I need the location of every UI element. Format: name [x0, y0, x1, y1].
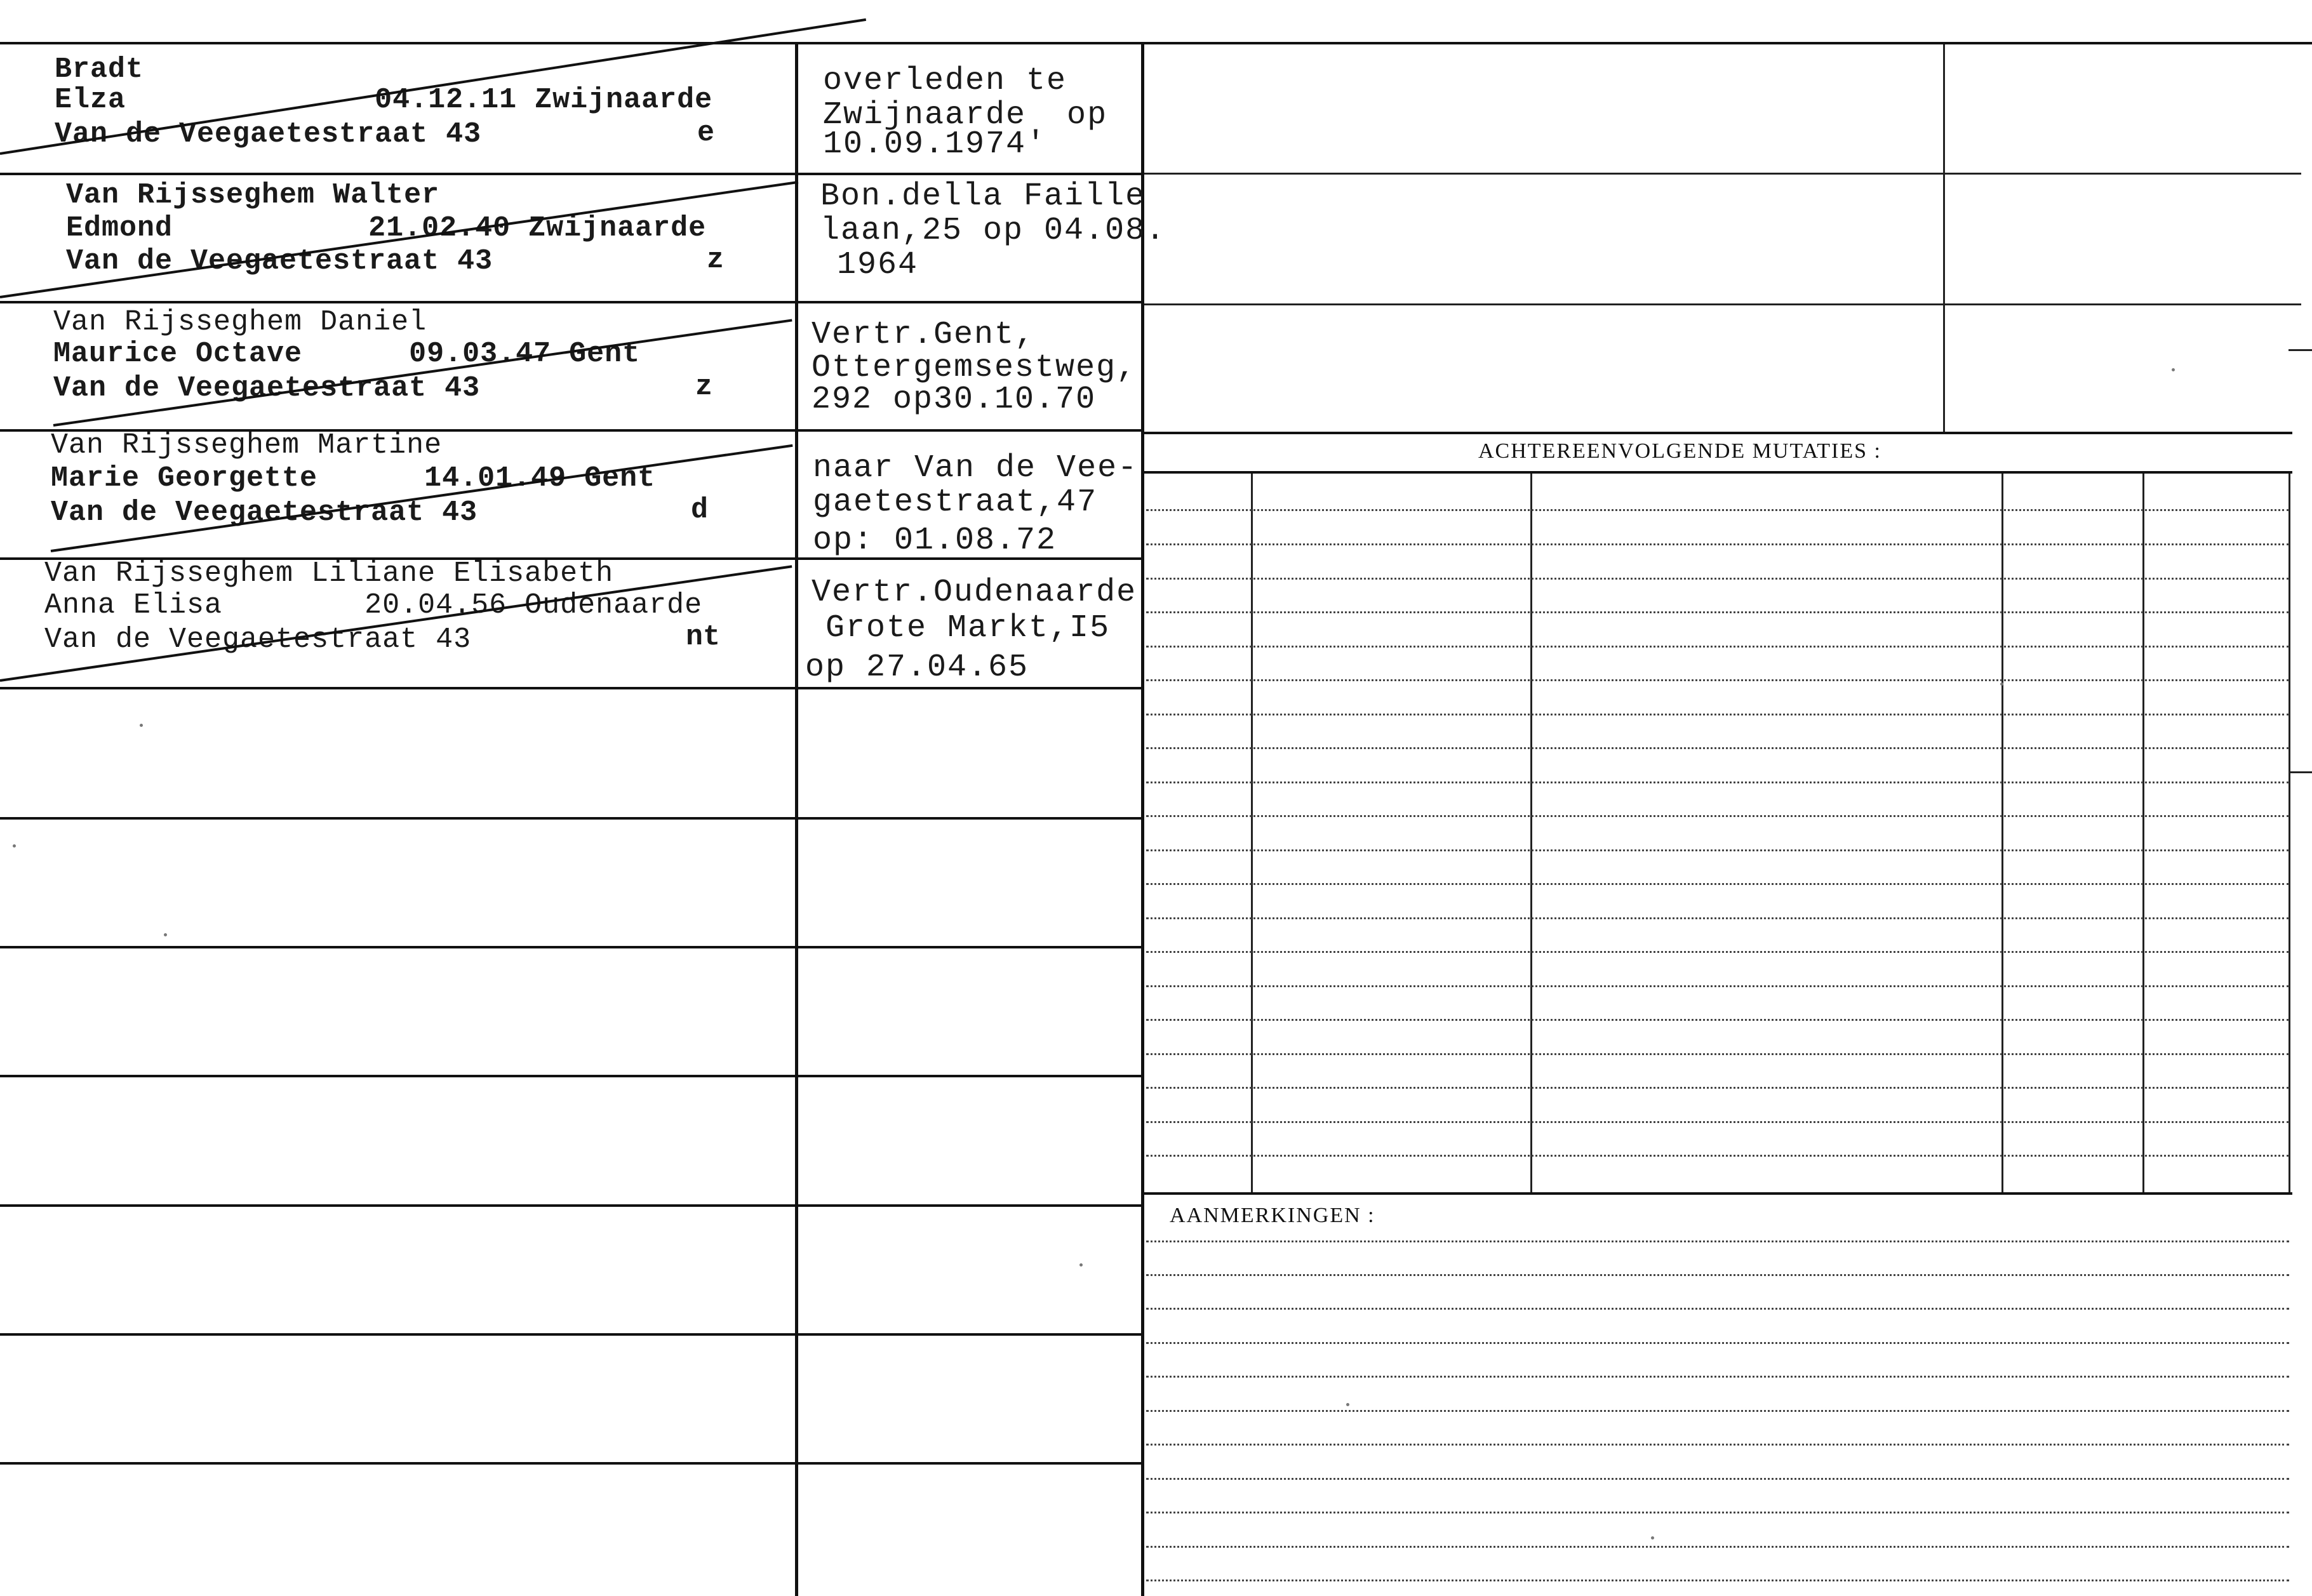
row-line	[1144, 303, 2301, 305]
row-line	[0, 946, 795, 948]
remarks-row	[1146, 1478, 2289, 1480]
mutations-row	[1146, 951, 2289, 953]
row-line	[798, 687, 1141, 689]
entry-remark-line: laan,25 op 04.08.	[820, 213, 1166, 249]
row-line	[0, 1075, 795, 1077]
entry-remark-line: op: 01.08.72	[813, 522, 1057, 559]
row-line	[798, 1333, 1141, 1336]
entry-name: Van Rijsseghem Liliane Elisabeth	[44, 557, 614, 590]
row-line	[0, 1204, 795, 1207]
row-line	[798, 817, 1141, 820]
entry-name: Van Rijsseghem Daniel	[53, 306, 427, 338]
entry-name: Bradt	[55, 53, 144, 86]
entry-sex-code: nt	[686, 621, 721, 653]
remarks-row	[1146, 1546, 2289, 1548]
mutations-heading: ACHTEREENVOLGENDE MUTATIES :	[1478, 439, 1881, 463]
entry-sex-code: z	[707, 244, 725, 276]
row-line	[0, 301, 795, 303]
top-border	[0, 42, 2312, 44]
entry-remark-line: op 27.04.65	[805, 649, 1029, 686]
edge-tick	[2289, 349, 2312, 351]
mutations-row	[1146, 714, 2289, 715]
row-line	[0, 1462, 795, 1465]
entry-firstname-birth: Marie Georgette 14.01.49 Gent	[51, 462, 656, 495]
mutations-column-line	[2289, 474, 2290, 1192]
entry-name: Van Rijsseghem Martine	[51, 429, 443, 462]
row-line	[1144, 173, 2301, 175]
entry-remark-line: 10.09.1974'	[823, 126, 1047, 163]
mutations-row	[1146, 578, 2289, 580]
remarks-row	[1146, 1376, 2289, 1378]
entry-remark-line: Zwijnaarde op	[823, 97, 1108, 133]
row-line	[0, 173, 795, 175]
entry-remark-line: 292 op30.10.70	[812, 382, 1097, 418]
scan-speck	[164, 933, 167, 936]
mutations-row	[1146, 646, 2289, 648]
row-line	[0, 1333, 795, 1336]
remarks-row	[1146, 1240, 2289, 1242]
row-line	[798, 1462, 1141, 1465]
mutations-column-line	[1530, 474, 1532, 1192]
scan-speck	[1079, 1263, 1083, 1267]
mutations-row	[1146, 815, 2289, 817]
remarks-row	[1146, 1444, 2289, 1446]
remarks-row	[1146, 1308, 2289, 1310]
mutations-bottom-line	[1144, 1192, 2292, 1195]
entry-remark-line: 1964	[837, 247, 919, 283]
row-line	[798, 1204, 1141, 1207]
mutations-column-line	[1251, 474, 1253, 1192]
row-line	[798, 301, 1141, 303]
entry-address: Van de Veegaetestraat 43	[51, 496, 478, 529]
entry-address: Van de Veegaetestraat 43	[66, 245, 493, 277]
row-line	[0, 817, 795, 820]
entry-address: Van de Veegaetestraat 43	[55, 118, 482, 150]
scan-speck	[140, 724, 143, 727]
mutations-row	[1146, 1087, 2289, 1089]
mutations-row	[1146, 543, 2289, 545]
column-divider-middle	[1141, 44, 1144, 1596]
entry-firstname-birth: Anna Elisa 20.04.56 Oudenaarde	[44, 589, 703, 622]
entry-sex-code: d	[691, 494, 709, 526]
scan-speck	[2172, 368, 2175, 371]
mutations-row	[1146, 747, 2289, 749]
mutations-column-line	[2001, 474, 2003, 1192]
mutations-row	[1146, 1121, 2289, 1123]
mutations-column-line	[2142, 474, 2144, 1192]
entry-firstname-birth: Elza 04.12.11 Zwijnaarde	[55, 84, 713, 116]
scan-speck	[1346, 1403, 1349, 1406]
entry-sex-code: e	[697, 117, 715, 149]
remarks-row	[1146, 1342, 2289, 1344]
remarks-row	[1146, 1512, 2289, 1513]
remarks-row	[1146, 1579, 2289, 1581]
mutations-row	[1146, 1053, 2289, 1055]
entry-remark-line: Grote Markt,I5	[825, 610, 1111, 646]
mutations-row	[1146, 917, 2289, 919]
mutations-row	[1146, 781, 2289, 783]
mutations-top-line	[1144, 432, 2292, 434]
row-line	[798, 173, 1141, 175]
scan-speck	[13, 844, 16, 848]
mutations-row	[1146, 679, 2289, 681]
mutations-row	[1146, 1155, 2289, 1157]
mutations-row	[1146, 611, 2289, 613]
row-line	[0, 687, 795, 689]
row-line	[798, 429, 1141, 432]
entry-remark-line: naar Van de Vee-	[813, 450, 1139, 486]
entry-address: Van de Veegaetestraat 43	[44, 623, 472, 656]
scan-speck	[2000, 682, 2003, 686]
remarks-heading: AANMERKINGEN :	[1170, 1204, 1375, 1227]
entry-firstname-birth: Edmond 21.02.40 Zwijnaarde	[66, 212, 707, 244]
column-divider-top-right	[1943, 44, 1945, 432]
entry-firstname-birth: Maurice Octave 09.03.47 Gent	[53, 338, 641, 370]
mutations-row	[1146, 509, 2289, 511]
mutations-row	[1146, 883, 2289, 885]
mutations-header-line	[1144, 471, 2292, 474]
entry-remark-line: Bon.della Faille	[820, 178, 1146, 215]
entry-remark-line: gaetestraat,47	[813, 484, 1098, 521]
entry-name: Van Rijsseghem Walter	[66, 179, 440, 211]
entry-remark-line: overleden te	[823, 63, 1067, 99]
mutations-row	[1146, 849, 2289, 851]
entry-sex-code: z	[695, 371, 713, 403]
edge-tick	[2289, 771, 2312, 773]
entry-remark-line: Ottergemsestweg,	[812, 350, 1137, 386]
remarks-row	[1146, 1274, 2289, 1276]
entry-remark-line: Vertr.Oudenaarde	[812, 575, 1137, 611]
entry-remark-line: Vertr.Gent,	[812, 317, 1036, 353]
mutations-row	[1146, 1019, 2289, 1021]
scan-speck	[1651, 1536, 1654, 1539]
column-divider-left	[795, 44, 798, 1596]
row-line	[798, 946, 1141, 948]
row-line	[798, 1075, 1141, 1077]
mutations-row	[1146, 985, 2289, 987]
remarks-row	[1146, 1410, 2289, 1412]
entry-address: Van de Veegaetestraat 43	[53, 372, 481, 404]
